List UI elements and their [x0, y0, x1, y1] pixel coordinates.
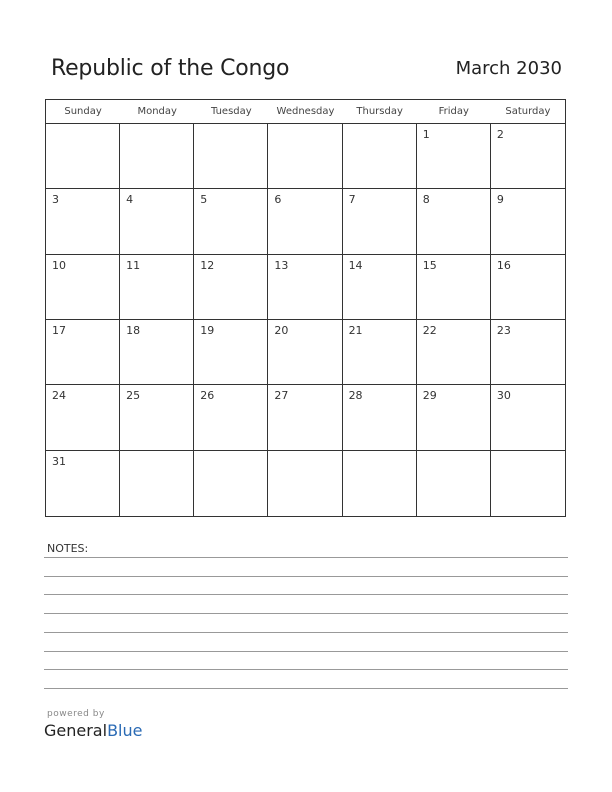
day-number: 30 [496, 389, 511, 403]
notes-line [44, 576, 568, 577]
day-cell[interactable] [343, 385, 417, 450]
day-number: 15 [422, 258, 437, 272]
day-cell[interactable] [491, 385, 565, 450]
day-cell[interactable] [491, 189, 565, 254]
day-cell[interactable] [417, 124, 491, 189]
day-cell[interactable] [268, 451, 342, 516]
day-cell[interactable] [46, 189, 120, 254]
day-number: 12 [200, 258, 215, 272]
day-cell[interactable] [268, 385, 342, 450]
day-cell[interactable] [46, 124, 120, 189]
day-number: 6 [274, 193, 282, 207]
notes-label: NOTES: [47, 542, 89, 555]
powered-by-text: powered by [47, 709, 105, 719]
day-number: 21 [348, 324, 363, 337]
day-cell[interactable] [491, 255, 565, 320]
weekday-header: Thursday [343, 100, 417, 124]
day-number: 16 [496, 258, 511, 272]
day-number: 8 [422, 193, 430, 207]
day-number: 18 [126, 324, 141, 337]
day-cell[interactable] [46, 451, 120, 516]
day-cell[interactable] [343, 124, 417, 189]
day-cell[interactable] [491, 320, 565, 385]
day-number: 2 [496, 128, 504, 141]
day-cell[interactable] [343, 320, 417, 385]
day-number: 24 [52, 389, 66, 403]
day-cell[interactable] [46, 255, 120, 320]
notes-line [44, 594, 568, 595]
day-cell[interactable] [417, 189, 491, 254]
notes-line [44, 651, 568, 652]
day-cell[interactable] [120, 320, 194, 385]
day-number: 27 [274, 389, 289, 403]
day-cell[interactable] [194, 451, 268, 516]
day-cell[interactable] [417, 255, 491, 320]
day-cell[interactable] [417, 320, 491, 385]
day-cell[interactable] [343, 189, 417, 254]
notes-line [44, 632, 568, 633]
day-number: 13 [274, 258, 289, 272]
day-number: 23 [496, 324, 511, 337]
day-cell[interactable] [120, 451, 194, 516]
weekday-header: Tuesday [194, 100, 268, 124]
notes-line [44, 688, 568, 689]
day-cell[interactable] [491, 451, 565, 516]
day-cell[interactable] [417, 385, 491, 450]
day-cell[interactable] [268, 124, 342, 189]
brand-name-blue: Blue [107, 721, 143, 740]
day-cell[interactable] [194, 320, 268, 385]
calendar-grid [45, 99, 566, 517]
notes-line [44, 613, 568, 614]
day-cell[interactable] [268, 320, 342, 385]
day-number: 29 [422, 389, 437, 403]
day-number: 20 [274, 324, 289, 337]
notes-line [44, 669, 568, 670]
day-number: 11 [126, 258, 141, 272]
day-number: 7 [348, 193, 356, 207]
day-number: 26 [200, 389, 215, 403]
weekday-header: Friday [417, 100, 491, 124]
day-cell[interactable] [194, 385, 268, 450]
day-number: 17 [52, 324, 66, 337]
day-cell[interactable] [194, 255, 268, 320]
day-cell[interactable] [46, 385, 120, 450]
day-cell[interactable] [120, 189, 194, 254]
day-number: 10 [52, 258, 66, 272]
day-cell[interactable] [194, 124, 268, 189]
weekday-header: Monday [120, 100, 194, 124]
day-cell[interactable] [491, 124, 565, 189]
day-number: 9 [496, 193, 504, 207]
notes-line [44, 557, 568, 558]
day-number: 28 [348, 389, 363, 403]
weekday-header: Sunday [46, 100, 120, 124]
day-cell[interactable] [268, 255, 342, 320]
day-number: 25 [126, 389, 141, 403]
day-number: 22 [422, 324, 437, 337]
day-number: 14 [348, 258, 363, 272]
brand-name-general: General [44, 721, 108, 740]
day-number: 31 [52, 454, 66, 468]
day-cell[interactable] [46, 320, 120, 385]
day-cell[interactable] [194, 189, 268, 254]
day-cell[interactable] [120, 255, 194, 320]
day-cell[interactable] [120, 124, 194, 189]
brand-logo[interactable] [44, 721, 142, 740]
weekday-header: Wednesday [268, 100, 342, 124]
day-cell[interactable] [343, 451, 417, 516]
month-label: March 2030 [455, 58, 562, 79]
day-number: 4 [126, 193, 134, 207]
day-cell[interactable] [343, 255, 417, 320]
day-cell[interactable] [417, 451, 491, 516]
day-number: 5 [200, 193, 208, 207]
day-cell[interactable] [120, 385, 194, 450]
page-title: Republic of the Congo [51, 56, 290, 81]
day-number: 19 [200, 324, 215, 337]
day-number: 1 [422, 128, 430, 141]
weekday-header: Saturday [491, 100, 565, 124]
day-cell[interactable] [268, 189, 342, 254]
day-number: 3 [52, 193, 59, 207]
